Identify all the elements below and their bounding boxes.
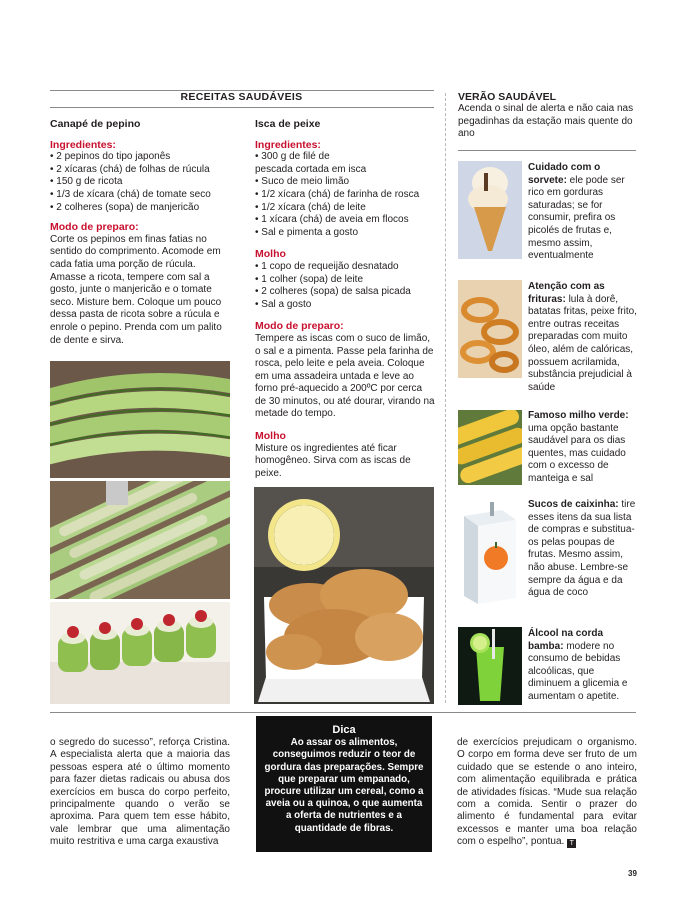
list-item: • 1/2 xícara (chá) de farinha de rosca	[255, 188, 420, 200]
ice-cream-photo	[458, 161, 522, 259]
tip-box-title: Dica	[332, 724, 356, 736]
list-item: • 1/3 de xícara (chá) de tomate seco	[50, 188, 211, 200]
list-item: • Suco de meio limão	[255, 176, 350, 188]
sidebar-subtitle: Acenda o sinal de alerta e não caia nas pegadinhas da estação mais quente do ano	[458, 103, 634, 140]
cucumber-filling-photo	[50, 481, 230, 599]
tip-text: uma opção bastante saudável para os dias quentes, mas cuidado com o excesso de manteiga e sal	[528, 422, 626, 484]
tip-frituras	[528, 281, 638, 394]
tip-heading: Atenção com as frituras:	[528, 281, 605, 305]
bottom-rule	[50, 712, 636, 713]
prep-label: Modo de preparo:	[255, 320, 344, 333]
tip-heading: Álcool na corda bamba:	[528, 628, 604, 652]
cucumber-rolls-photo	[50, 602, 230, 704]
page-number: 39	[628, 869, 637, 878]
recipe-title: Canapé de pepino	[50, 118, 141, 130]
recipe-isca	[255, 118, 435, 480]
tip-box-body: Ao assar os alimentos, conseguimos reduzir o teor de gordura das preparações. Sempre que preparar um empanado, procure utilizar um cereal, como a aveia ou a quinoa, o que aumenta a oferta de nutrientes e a quantidade de fibras.	[264, 737, 424, 834]
list-item: • 1 colher (sopa) de leite	[255, 273, 364, 285]
juice-box-photo	[458, 500, 522, 612]
prep-text: Corte os pepinos em finas fatias no sentido do comprimento. Acomode em cada fatia uma porção de rúcula. Amasse a ricota, tempere com sal a gosto, junte o manjericão e o tomate seco. Misture bem. Coloque um pouco dessa pasta de ricota sobre a rúcula e enrole o pepino. Prenda com um palito de dente e sirva.	[50, 233, 222, 346]
list-item: • 2 xícaras (chá) de folhas de rúcula	[50, 163, 210, 175]
ingredients-label: Ingredientes:	[50, 138, 116, 151]
tip-milho	[528, 410, 638, 486]
list-item: • Sal e pimenta a gosto	[255, 226, 359, 238]
onion-rings-photo	[458, 280, 522, 378]
corn-photo	[458, 410, 522, 485]
cucumber-slices-photo	[50, 361, 230, 478]
sauce-prep-text: Misture os ingredientes até ficar homogêneo. Sirva com as iscas de peixe.	[255, 442, 411, 479]
section-title: RECEITAS SAUDÁVEIS	[180, 91, 303, 103]
list-item: • 1/2 xícara (chá) de leite	[255, 201, 366, 213]
tip-alcool	[528, 628, 638, 704]
tip-text: tire esses itens da sua lista de compras e substitua-os pelas poupas de frutas. Mesmo assim, não abuse. Lembre-se sempre da água e da água de coco	[528, 499, 636, 599]
sidebar-title: VERÃO SAUDÁVEL	[458, 91, 557, 103]
recipe-canape	[50, 118, 230, 347]
recipe-title: Isca de peixe	[255, 118, 321, 130]
list-item: • 1 copo de requeijão desnatado	[255, 260, 399, 272]
tip-text: modere no consumo de bebidas alcoólicas, que diminuem a glicemia e aumentam o apetite.	[528, 640, 628, 702]
sidebar-header	[458, 91, 643, 141]
list-item: • 2 colheres (sopa) de salsa picada	[255, 286, 411, 298]
list-item: pescada cortada em isca	[255, 163, 367, 175]
sidebar-divider	[445, 93, 446, 703]
prep-label: Modo de preparo:	[50, 221, 139, 234]
tip-text: lula à dorê, batatas fritas, peixe frito, entre outras receitas preparadas com muito óleo, além de calóricas, possuem acrilamida, substância prejudicial à saúde	[528, 293, 637, 393]
tip-heading: Cuidado com o sorvete:	[528, 162, 601, 186]
sauce-list	[255, 261, 435, 311]
fish-strips-photo	[254, 487, 434, 704]
sauce-label: Molho	[255, 248, 286, 261]
end-mark: T	[567, 839, 576, 848]
prep-text: Tempere as iscas com o suco de limão, o sal e a pimenta. Passe pela farinha de rosca, pelo leite e pela aveia. Coloque em uma assadeira untada e leve ao forno pré-aquecido a 200ºC por cerca de 30 minutos, ou até dourar, virando na metade do tempo.	[255, 332, 435, 420]
list-item: • 2 pepinos do tipo japonês	[50, 151, 171, 163]
ingredients-list	[50, 151, 230, 214]
list-item: • Sal a gosto	[255, 298, 312, 310]
list-item: • 300 g de filé de	[255, 151, 330, 163]
list-item: • 2 colheres (sopa) de manjericão	[50, 201, 200, 213]
bottom-right-column	[457, 737, 637, 849]
list-item: • 1 xícara (chá) de aveia em flocos	[255, 214, 409, 226]
tip-heading: Sucos de caixinha:	[528, 499, 619, 510]
sauce-prep-label: Molho	[255, 430, 286, 443]
bottom-right-text: de exercícios prejudicam o organismo. O corpo em forma deve ser fruto de um cuidado que se estende o ano inteiro, com alimentação equilibrada e prática de atividades físicas. “Mude sua relação com a comida. Sentir o prazer do alimento é fundamental para evitar excessos e manter uma boa relação com o espelho”, pontua.	[457, 737, 637, 848]
bottom-left-text: o segredo do sucesso”, reforça Cristina. A especialista alerta que a maioria das pessoas espera até o último momento para fazer dietas radicais ou abusa dos exercícios em busca do corpo perfeito, principalmente quando o verão se aproxima. Para quem tem esse hábito, vale lembrar que uma alimentação muito restritiva e uma carga exaustiva	[50, 737, 230, 848]
section-bottom-rule	[50, 107, 434, 108]
ingredients-list	[255, 151, 435, 239]
list-item: • 150 g de ricota	[50, 176, 123, 188]
tip-text: ele pode ser rico em gorduras saturadas; se for consumir, prefira os picolés de frutas e, mesmo assim, eventualmente	[528, 174, 625, 262]
cocktail-photo	[458, 627, 522, 705]
tip-box	[256, 716, 432, 852]
sidebar-rule	[458, 150, 636, 151]
tip-ice-cream	[528, 162, 638, 263]
ingredients-label: Ingredientes:	[255, 138, 321, 151]
tip-sucos	[528, 499, 638, 600]
tip-heading: Famoso milho verde:	[528, 410, 629, 421]
